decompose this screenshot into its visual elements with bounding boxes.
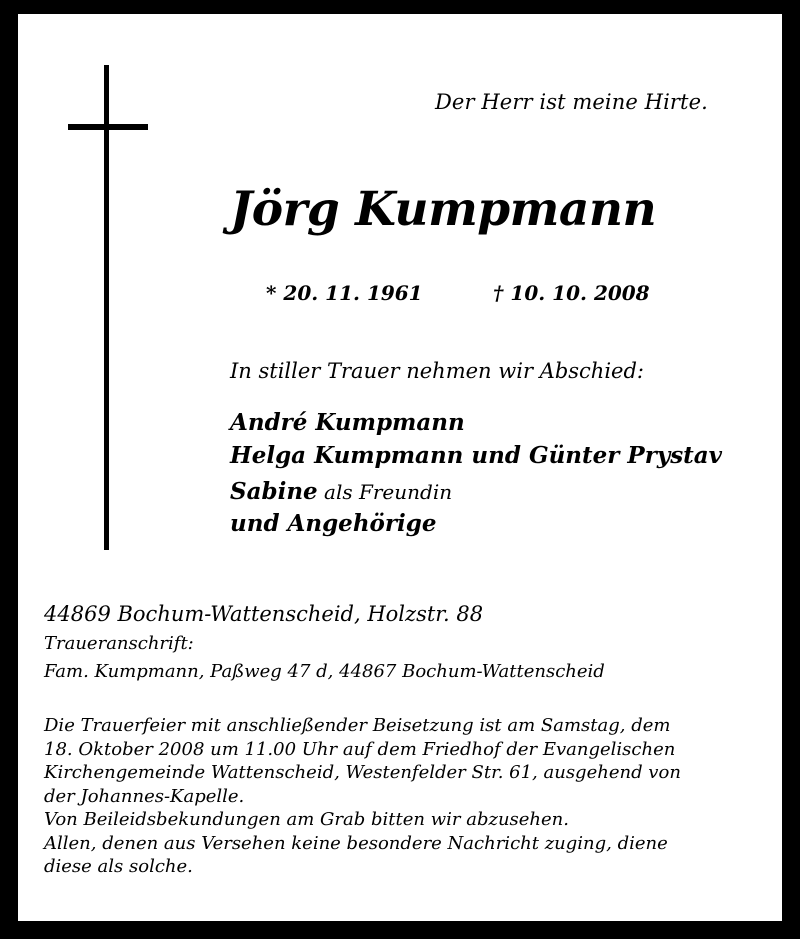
mourner-line bbox=[230, 478, 452, 505]
funeral-notice bbox=[44, 714, 764, 879]
residence-address: 44869 Bochum-Wattenscheid, Holzstr. 88 bbox=[44, 602, 484, 626]
birth-date: * 20. 11. 1961 bbox=[266, 281, 423, 305]
mourner-relation: als Freundin bbox=[317, 480, 453, 504]
motto: Der Herr ist meine Hirte. bbox=[435, 90, 708, 114]
mourner-name: Sabine bbox=[230, 478, 318, 505]
mourner-line: André Kumpmann bbox=[230, 409, 465, 436]
notice-line: der Johannes-Kapelle. bbox=[44, 785, 245, 807]
notice-line: Die Trauerfeier mit anschließender Beisetzung ist am Samstag, dem bbox=[44, 715, 671, 736]
notice-line: Von Beileidsbekundungen am Grab bitten wir abzusehen. bbox=[44, 809, 569, 830]
death-date: † 10. 10. 2008 bbox=[493, 281, 650, 305]
notice-line: Allen, denen aus Versehen keine besondere Nachricht zuging, diene bbox=[44, 832, 668, 854]
cross-icon bbox=[104, 65, 109, 550]
deceased-name: Jörg Kumpmann bbox=[230, 182, 657, 237]
mourning-address-label: Traueranschrift: bbox=[44, 633, 194, 654]
mourner-line: Helga Kumpmann und Günter Prystav bbox=[230, 442, 723, 469]
notice-line: Kirchengemeinde Wattenscheid, Westenfelder Str. 61, ausgehend von bbox=[44, 762, 681, 783]
farewell-line: In stiller Trauer nehmen wir Abschied: bbox=[230, 359, 644, 383]
notice-line: 18. Oktober 2008 um 11.00 Uhr auf dem Friedhof der Evangelischen bbox=[44, 738, 676, 760]
cross-icon-bar bbox=[68, 124, 148, 130]
mourner-line: und Angehörige bbox=[230, 510, 437, 537]
mourning-address: Fam. Kumpmann, Paßweg 47 d, 44867 Bochum-Wattenscheid bbox=[44, 661, 605, 682]
notice-line: diese als solche. bbox=[44, 856, 193, 877]
